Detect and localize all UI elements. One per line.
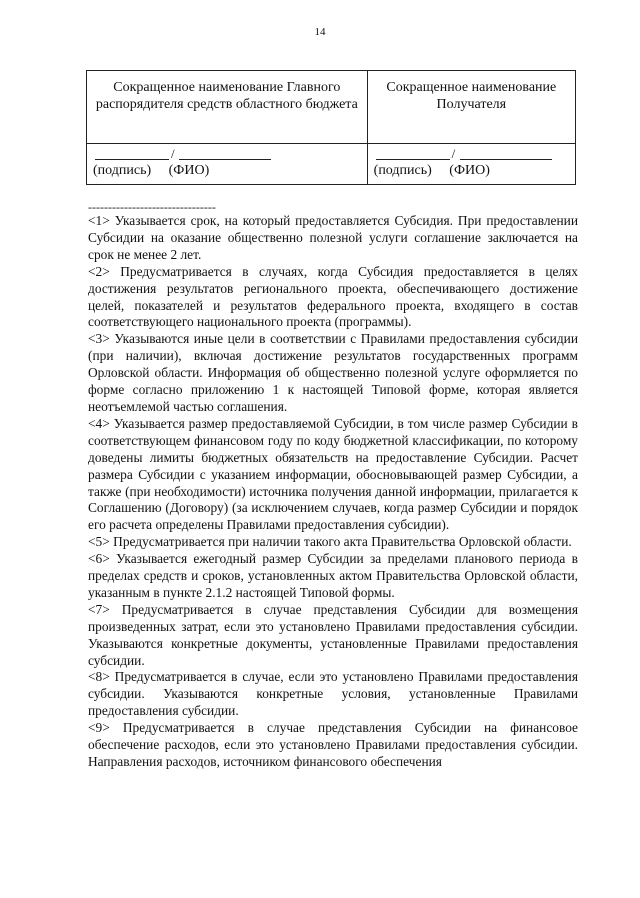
footnote-separator: --------------------------------: [88, 200, 216, 214]
footnote-3: <3> Указываются иные цели в соответствии с Правилами предоставления субсидии (при наличии), включая достижение результатов государственных программ Орловской области. Информация об общественно полезной услуге оформляется по форме согласно приложению 1 к настоящей Типовой форме, которая является неотъемлемой частью соглашения.: [88, 331, 578, 414]
footnote-5: <5> Предусматривается при наличии такого акта Правительства Орловской области.: [88, 534, 572, 550]
page-number: 14: [314, 26, 326, 38]
footnotes: [88, 213, 578, 771]
grantor-signature-cell: [87, 144, 368, 185]
footnote-1: <1> Указывается срок, на который предоставляется Субсидия. При предоставлении Субсидии на оказание общественно полезной услуги соглашение заключается на срок не менее 2 лет.: [88, 213, 578, 262]
footnote-2: <2> Предусматривается в случаях, когда Субсидия предоставляется в целях достижения результатов регионального проекта, обеспечивающего достижение целей, показателей и результатов федерального проекта, входящего в состав соответствующего национального проекта (программы).: [88, 263, 578, 330]
signature-table: [86, 70, 576, 185]
grantor-signature-line: /: [93, 148, 273, 161]
footnote-8: <8> Предусматривается в случае, если это установлено Правилами предоставления субсидии. Указываются конкретные условия, установленные Правилами предоставления субсидии.: [88, 669, 578, 719]
grantor-header: Сокращенное наименование Главного распорядителя средств областного бюджета: [87, 71, 368, 144]
footnote-4: <4> Указывается размер предоставляемой Субсидии, в том числе размер Субсидии в соответствующем финансовом году по коду бюджетной классификации, по которому доведены лимиты бюджетных обязательств на предоставление Субсидии. Расчет размера Субсидии с указанием информации, обосновывающей размер Субсидии, а также (при необходимости) источника получения данной информации, прилагается к Соглашению (Договору) (за исключением случаев, когда размер Субсидии и порядок его расчета определены Правилами предоставления субсидии).: [88, 415, 578, 533]
recipient-signature-caption: (подпись) (ФИО): [373, 163, 490, 178]
grantor-signature-caption: (подпись) (ФИО): [93, 163, 210, 178]
recipient-signature-line: /: [374, 148, 554, 161]
footnote-6: <6> Указывается ежегодный размер Субсидии за пределами планового периода в пределах средств и сроков, установленных актом Правительства Орловской области, указанным в пункте 2.1.2 настоящей Типовой формы.: [88, 551, 578, 600]
footnote-7: <7> Предусматривается в случае представления Субсидии для возмещения произведенных затрат, если это установлено Правилами предоставления субсидии. Указываются конкретные документы, установленные Правилами предоставления субсидии.: [88, 601, 578, 668]
recipient-signature-cell: [367, 144, 575, 185]
footnote-9: <9> Предусматривается в случае представления Субсидии на финансовое обеспечение расходов, если это установлено Правилами предоставления субсидии. Направления расходов, источником финансового обеспечения: [88, 720, 578, 769]
recipient-header: Сокращенное наименование Получателя: [367, 71, 575, 144]
